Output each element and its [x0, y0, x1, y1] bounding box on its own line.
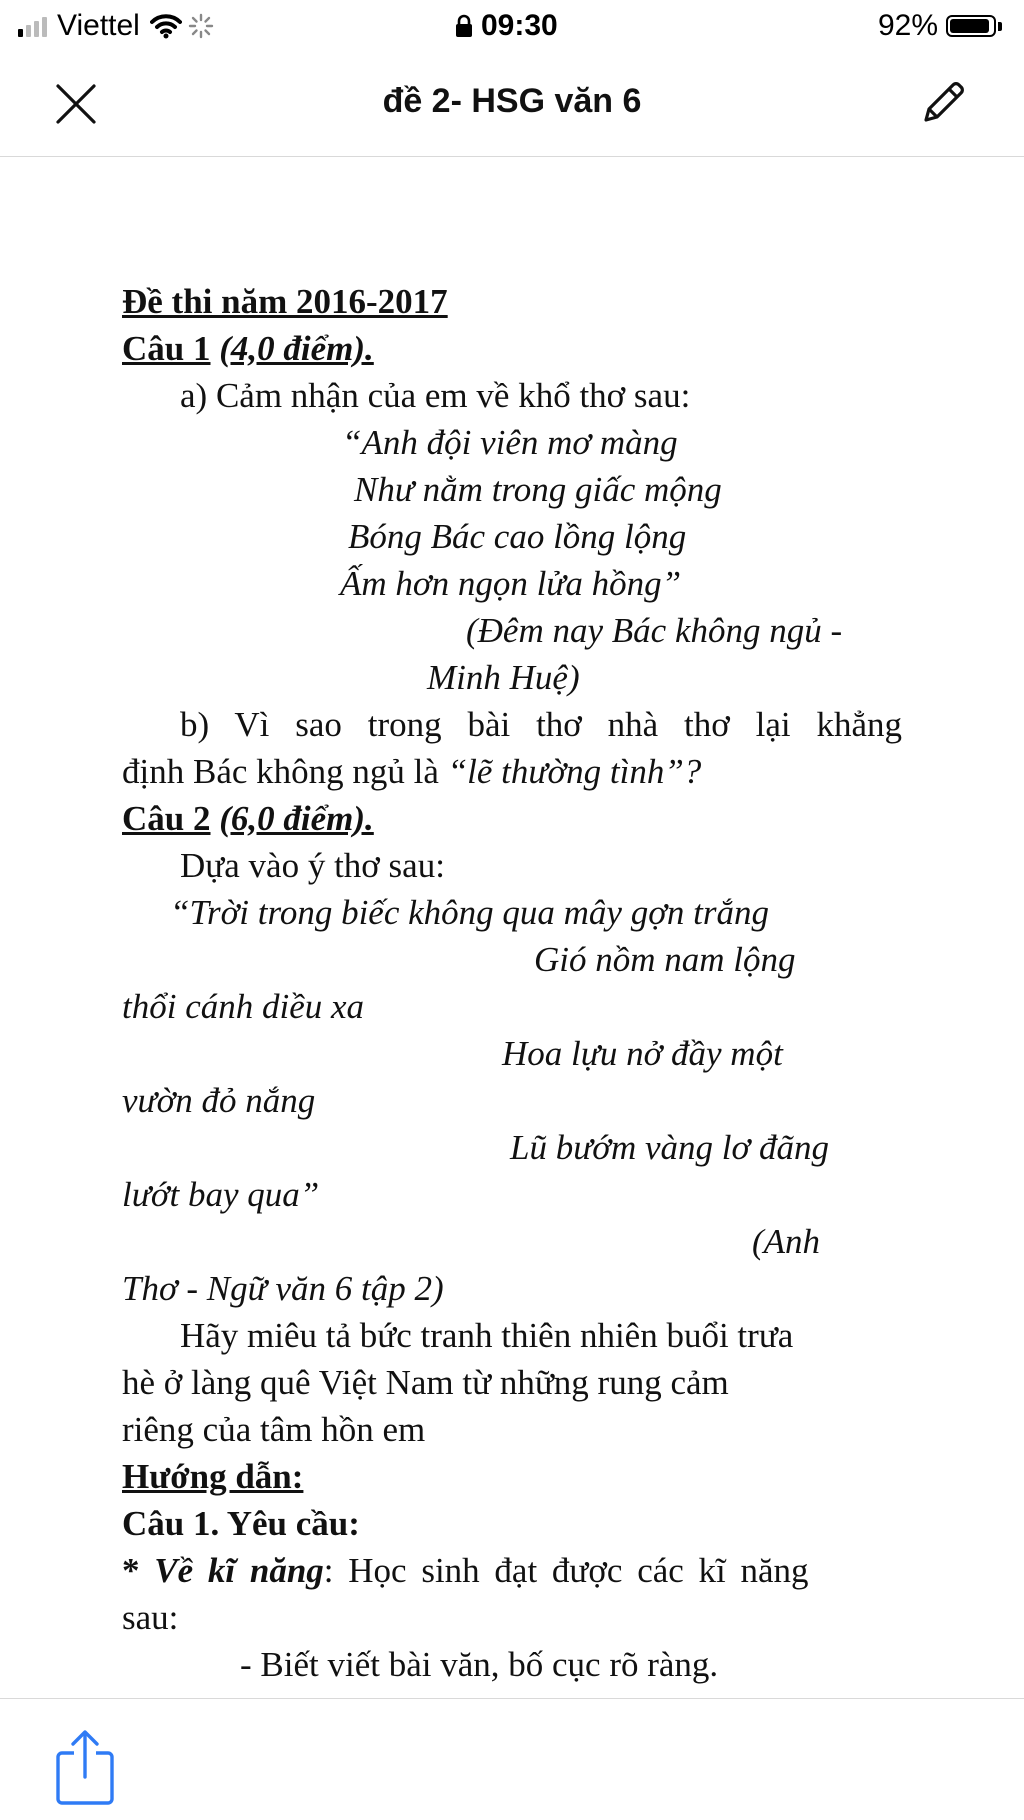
carrier-name: Viettel — [57, 9, 140, 42]
poem1-line: Ấm hơn ngọn lửa hồng” — [340, 564, 682, 603]
battery-icon — [946, 15, 996, 37]
lock-icon — [455, 14, 473, 38]
poem2-line3a: Hoa lựu nở đầy một — [502, 1034, 783, 1073]
status-left — [18, 8, 214, 44]
guide-heading: Hướng dẫn: — [122, 1457, 304, 1496]
question-2-task-line3: riêng của tâm hồn em — [122, 1410, 426, 1449]
poem2-source-b: Thơ - Ngữ văn 6 tập 2) — [122, 1269, 444, 1308]
share-icon[interactable] — [50, 1727, 120, 1807]
exam-heading: Đề thi năm 2016-2017 — [122, 282, 448, 321]
loading-spinner-icon — [188, 13, 214, 39]
question-1a-text: a) Cảm nhận của em về khổ thơ sau: — [180, 376, 691, 415]
poem2-source-a: (Anh — [752, 1222, 821, 1261]
poem1-line: “Anh đội viên mơ màng — [342, 423, 678, 462]
poem1-line: Như nằm trong giấc mộng — [354, 470, 722, 509]
skill-line1 — [122, 1547, 902, 1594]
wifi-icon — [150, 13, 182, 39]
battery-nub — [998, 22, 1002, 31]
poem2-line2a: Gió nồm nam lộng — [534, 940, 796, 979]
skill-text: : Học sinh đạt được các kĩ năng — [323, 1551, 809, 1590]
poem1-source-line1: (Đêm nay Bác không ngủ - — [466, 611, 843, 650]
pencil-icon[interactable] — [916, 76, 970, 130]
question-2-task-line2: hè ở làng quê Việt Nam từ những rung cảm — [122, 1363, 729, 1402]
status-time: 09:30 — [481, 9, 558, 42]
skill-label: Về kĩ năng — [154, 1551, 324, 1590]
navigation-bar — [0, 52, 1024, 157]
poem2-line1: “Trời trong biếc không qua mây gợn trắng — [170, 893, 769, 932]
question-1b-line2 — [122, 748, 902, 795]
document-page — [122, 278, 902, 1688]
question-2-heading — [122, 795, 902, 842]
question-1-label: Câu 1 — [122, 329, 211, 368]
poem1-line: Bóng Bác cao lồng lộng — [348, 517, 687, 556]
skill-line2: sau: — [122, 1598, 179, 1637]
question-1b-line2-text: định Bác không ngủ là — [122, 752, 448, 791]
poem1-source-line2: Minh Huệ) — [427, 658, 580, 697]
question-2-task-line1: Hãy miêu tả bức tranh thiên nhiên buổi trưa — [180, 1316, 794, 1355]
cellular-signal-icon — [18, 15, 47, 37]
document-title: đề 2- HSG văn 6 — [382, 82, 642, 120]
question-2-points: (6,0 điểm). — [219, 799, 374, 838]
battery-level-fill — [950, 19, 989, 33]
guide-question-1: Câu 1. Yêu cầu: — [122, 1504, 360, 1543]
question-1-heading — [122, 325, 902, 372]
question-1-points: (4,0 điểm). — [219, 329, 374, 368]
question-2-label: Câu 2 — [122, 799, 211, 838]
bottom-toolbar — [0, 1699, 1024, 1820]
question-1b-quote: “lẽ thường tình”? — [447, 752, 702, 791]
status-center — [455, 8, 558, 44]
poem2-line4a: Lũ bướm vàng lơ đãng — [510, 1128, 829, 1167]
question-1b-line1: b) Vì sao trong bài thơ nhà thơ lại khẳng — [180, 705, 902, 744]
status-right — [878, 8, 1002, 44]
poem2-line3b: vườn đỏ nắng — [122, 1081, 316, 1120]
skill-star: * — [122, 1551, 155, 1590]
battery-percent: 92% — [877, 9, 938, 42]
poem2-line2b: thổi cánh diều xa — [122, 987, 365, 1026]
poem2-line4b: lướt bay qua” — [122, 1175, 320, 1214]
status-bar — [0, 0, 1024, 52]
question-2-intro: Dựa vào ý thơ sau: — [180, 846, 445, 885]
skill-item-1: - Biết viết bài văn, bố cục rõ ràng. — [240, 1645, 719, 1684]
